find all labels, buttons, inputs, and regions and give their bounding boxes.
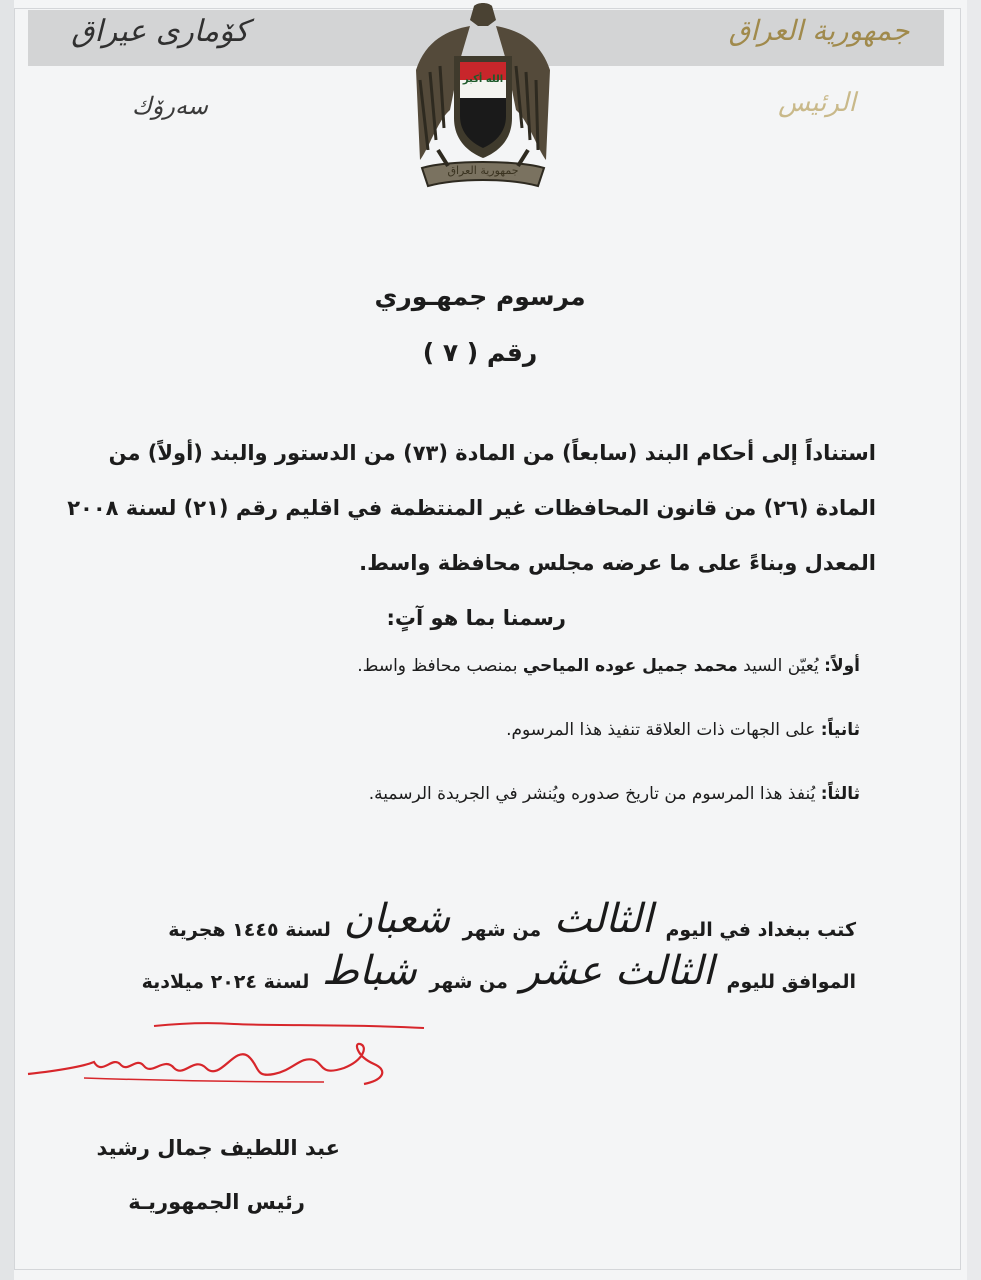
clause-text: يُنفذ هذا المرسوم من تاريخ صدوره ويُنشر في الجريدة الرسمية. <box>368 784 821 804</box>
handwritten-day: الثالث <box>553 896 653 942</box>
header-arabic-title: جمهورية العراق <box>728 14 910 47</box>
dateline-text: لسنة ١٤٤٥ هجرية <box>168 919 331 941</box>
emblem-caption: جمهورية العراق <box>447 164 519 177</box>
preamble-line: رسمنا بما هو آتٍ: <box>386 606 566 630</box>
preamble-line: استناداً إلى أحكام البند (سابعاً) من المادة (٧٣) من الدستور والبند (أولاً) من <box>108 441 876 465</box>
appointee-name: محمد جميل عوده المياحي <box>522 656 738 676</box>
paper-edge-right <box>967 0 981 1280</box>
clause-text: يُعيّن السيد <box>737 656 825 676</box>
dateline-text: كتب ببغداد في اليوم <box>665 919 856 941</box>
signature-icon <box>24 1016 444 1102</box>
preamble-line: المعدل وبناءً على ما عرضه مجلس محافظة واسط. <box>359 551 876 575</box>
clause-text: على الجهات ذات العلاقة تنفيذ هذا المرسوم. <box>506 720 821 740</box>
dateline-text: من شهر <box>462 919 542 941</box>
decree-preamble <box>67 426 876 646</box>
clause-third <box>80 784 860 804</box>
decree-number: رقم ( ٧ ) <box>422 338 538 367</box>
signer-name: عبد اللطيف جمال رشيد <box>96 1136 340 1160</box>
header-kurdish-title: كۆماری عیراق <box>71 14 249 49</box>
clause-label: ثانياً: <box>820 720 860 740</box>
handwritten-month: شباط <box>321 948 417 994</box>
dateline-text: من شهر <box>429 971 508 993</box>
dateline-gregorian <box>96 948 856 998</box>
dateline-text: لسنة ٢٠٢٤ ميلادية <box>141 971 310 993</box>
signer-title: رئيس الجمهوريـة <box>128 1190 305 1214</box>
emblem-flag-text: الله أكبر <box>462 74 504 85</box>
dateline-text: الموافق لليوم <box>726 971 856 993</box>
clause-first <box>80 656 860 676</box>
dateline-hijri <box>96 896 856 946</box>
decree-title: مرسوم جمهـوري <box>374 282 586 311</box>
handwritten-month: شعبان <box>343 896 451 942</box>
header-arabic-subtitle: الرئيس <box>778 88 856 118</box>
header-kurdish-subtitle: سەرۆك <box>132 92 208 120</box>
preamble-line: المادة (٢٦) من قانون المحافظات غير المنتظمة في اقليم رقم (٢١) لسنة ٢٠٠٨ <box>67 496 876 520</box>
clause-text: بمنصب محافظ واسط. <box>357 656 523 676</box>
clause-label: أولاً: <box>824 656 860 676</box>
clause-label: ثالثاً: <box>820 784 860 804</box>
handwritten-day: الثالث عشر <box>520 948 714 994</box>
paper-edge-left <box>0 0 14 1280</box>
clause-second <box>80 720 860 740</box>
